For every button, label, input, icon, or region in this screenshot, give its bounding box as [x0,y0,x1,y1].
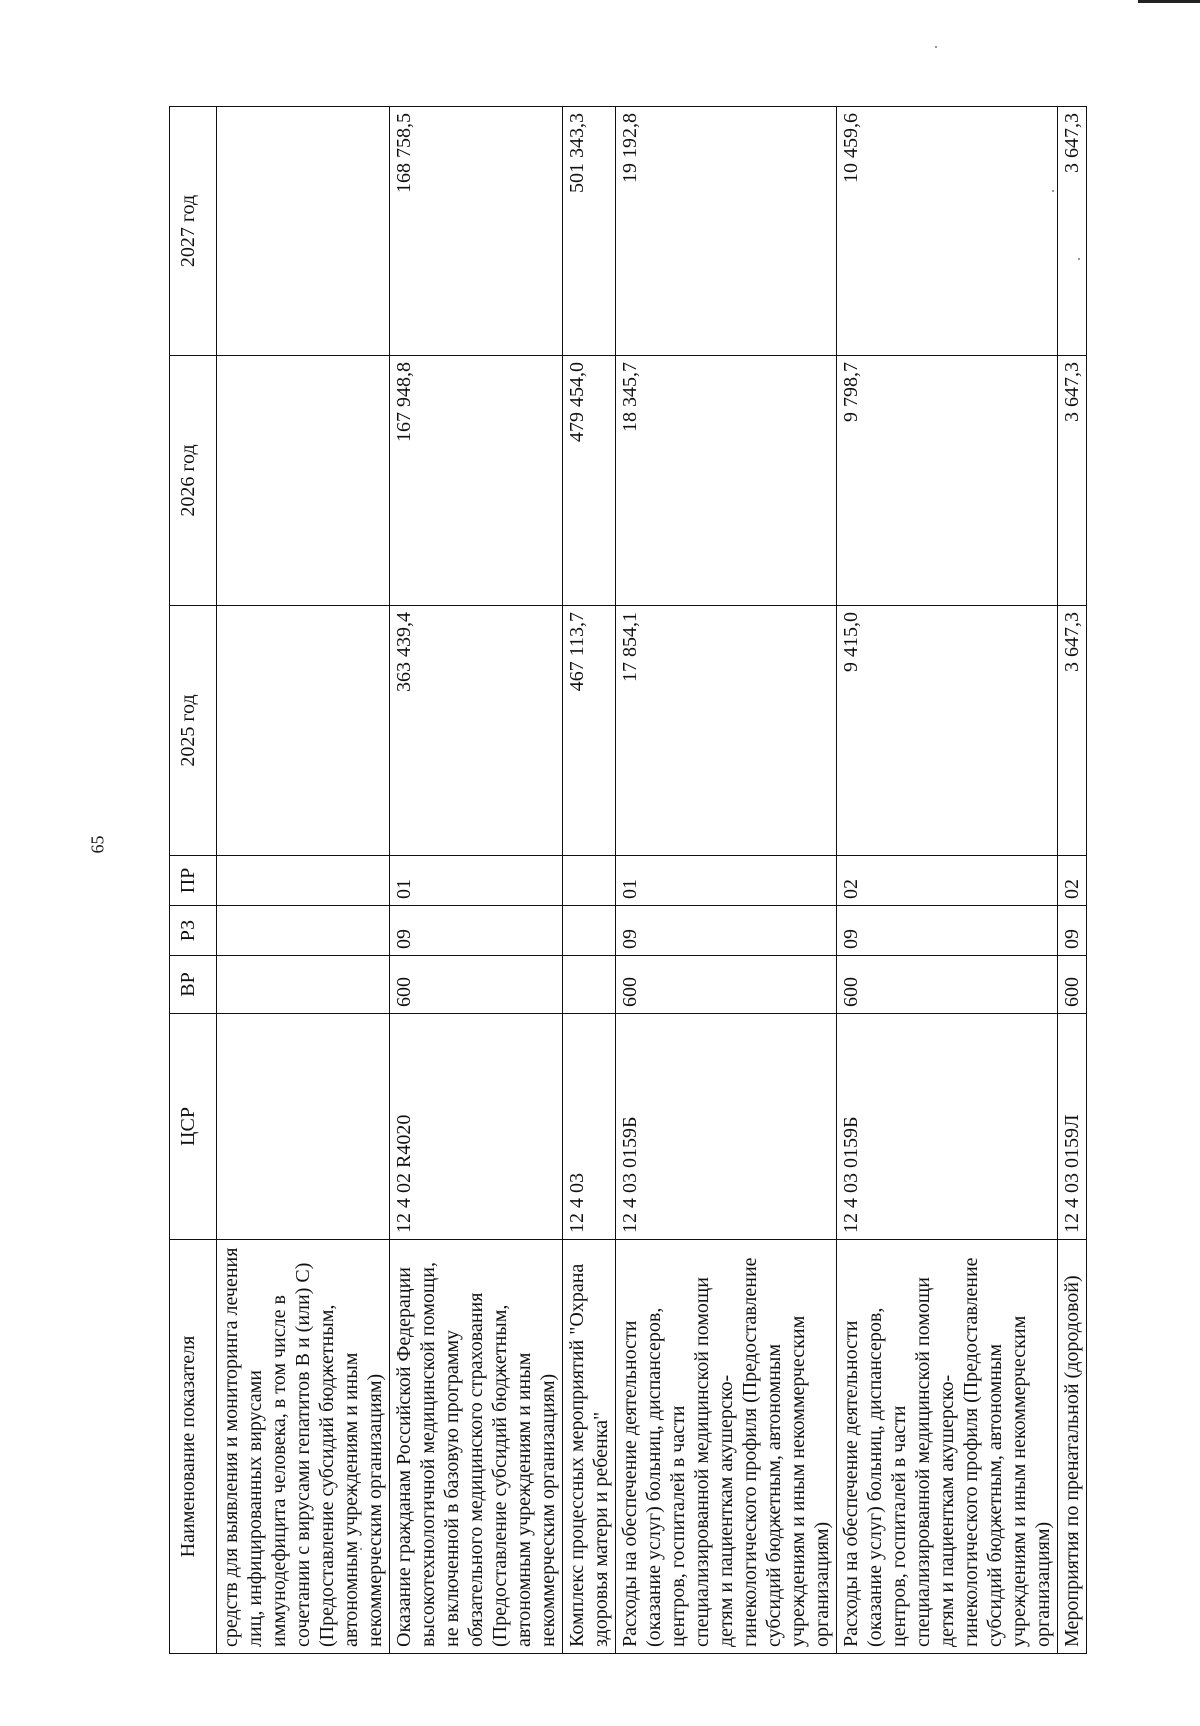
row-pr: 02 [1058,856,1087,906]
row-2025: 17 854,1 [616,606,837,856]
row-name: средств для выявления и мониторинга лечения лиц, инфицированных вирусами иммунодефицита человека, в том числе в сочетании с вирусами гепатитов В и (или) С) (Предоставление субсидий бюджетным, автономным учреждениям и иным некоммерческим организациям) [217,1240,390,1654]
row-2025: 467 113,7 [563,606,616,856]
row-rz: 09 [1058,906,1087,956]
header-pr: ПР [170,856,217,906]
row-2027 [217,107,390,356]
row-csr: 12 4 03 0159Б [616,1014,837,1240]
table-rotator [169,107,1114,1654]
row-2026: 479 454,0 [563,356,616,606]
table-row [837,107,1058,1654]
row-2026 [217,356,390,606]
row-pr [217,856,390,906]
table-header-row [170,107,217,1654]
budget-table [169,106,1087,1654]
row-2025: 3 647,3 [1058,606,1087,856]
row-csr: 12 4 03 [563,1014,616,1240]
row-pr: 02 [837,856,1058,906]
row-rz: 09 [837,906,1058,956]
row-name: Расходы на обеспечение деятельности (оказание услуг) больниц, диспансеров, центров, госпиталей в части специализированной медицинской помощи детям и пациенткам акушерско-гинекологического профиля (Предоставление субсидий бюджетным, автономным учреждениям и иным некоммерческим организациям) [616,1240,837,1654]
row-vr: 600 [1058,956,1087,1014]
row-2026: 9 798,7 [837,356,1058,606]
row-csr [217,1014,390,1240]
row-name: Расходы на обеспечение деятельности (оказание услуг) больниц, диспансеров, центров, госпиталей в части специализированной медицинской помощи детям и пациенткам акушерско-гинекологического профиля (Предоставление субсидий бюджетным, автономным учреждениям и иным некоммерческим организациям) [837,1240,1058,1654]
table-row [217,107,390,1654]
row-rz [217,906,390,956]
row-name: Мероприятия по пренатальной (дородовой) [1058,1240,1087,1654]
row-vr [563,956,616,1014]
header-2027: 2027 год [170,107,217,356]
row-vr: 600 [837,956,1058,1014]
row-2025 [217,606,390,856]
row-vr [217,956,390,1014]
row-2026: 18 345,7 [616,356,837,606]
scan-speck [935,46,937,48]
row-csr: 12 4 02 R4020 [390,1014,563,1240]
header-csr: ЦСР [170,1014,217,1240]
row-2027: 501 343,3 [563,107,616,356]
row-vr: 600 [390,956,563,1014]
scan-edge-line [1138,0,1200,3]
row-2026: 167 948,8 [390,356,563,606]
row-2027: 168 758,5 [390,107,563,356]
table-row [616,107,837,1654]
row-pr: 01 [390,856,563,906]
budget-table-container [169,107,1114,1654]
row-name: Оказание гражданам Российской Федерации высокотехнологичной медицинской помощи, не включенной в базовую программу обязательного медицинского страхования (Предоставление субсидий бюджетным, автономным учреждениям и иным некоммерческим организациям) [390,1240,563,1654]
header-rz: РЗ [170,906,217,956]
row-2027: 10 459,6 [837,107,1058,356]
row-csr: 12 4 03 0159Б [837,1014,1058,1240]
row-2025: 9 415,0 [837,606,1058,856]
row-name: Комплекс процессных мероприятий "Охрана здоровья матери и ребенка" [563,1240,616,1654]
header-vr: ВР [170,956,217,1014]
table-row [1058,107,1087,1654]
header-2026: 2026 год [170,356,217,606]
page-number: 65 [87,835,108,854]
row-rz [563,906,616,956]
table-row [563,107,616,1654]
row-rz: 09 [390,906,563,956]
row-csr: 12 4 03 0159Л [1058,1014,1087,1240]
row-vr: 600 [616,956,837,1014]
row-2026: 3 647,3 [1058,356,1087,606]
header-name: Наименование показателя [170,1240,217,1654]
row-2027: 3 647,3 [1058,107,1087,356]
row-2025: 363 439,4 [390,606,563,856]
row-pr: 01 [616,856,837,906]
row-pr [563,856,616,906]
row-rz: 09 [616,906,837,956]
table-row [390,107,563,1654]
row-2027: 19 192,8 [616,107,837,356]
header-2025: 2025 год [170,606,217,856]
